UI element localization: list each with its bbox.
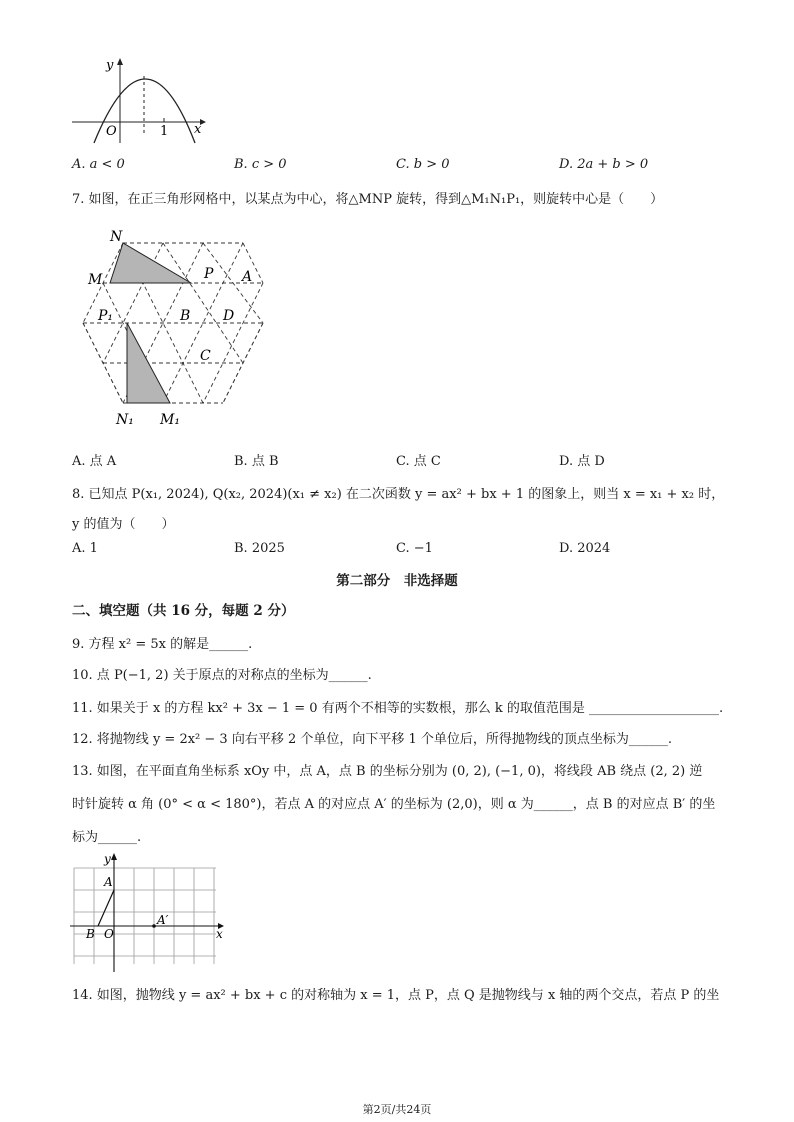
q13-line1: 13. 如图，在平面直角坐标系 xOy 中，点 A，点 B 的坐标分别为 (0, 2), (−1, 0)，将线段 AB 绕点 (2, 2) 逆 xyxy=(72,764,703,779)
q9-text: 9. 方程 x² = 5x 的解是______. xyxy=(72,637,253,652)
parabola-figure xyxy=(70,55,210,145)
q14-text: 14. 如图，抛物线 y = ax² + bx + c 的对称轴为 x = 1，点 P，点 Q 是抛物线与 x 轴的两个交点，若点 P 的坐 xyxy=(72,988,720,1003)
q13-label-a: A xyxy=(104,875,113,889)
q7-option-d[interactable]: D. 点 D xyxy=(559,454,605,469)
q13-label-x: x xyxy=(216,927,223,941)
q8-stem-line2: y 的值为（ ） xyxy=(72,517,175,532)
axis-label-x: x xyxy=(194,122,202,137)
label-n: N xyxy=(110,229,123,245)
q8-option-d[interactable]: D. 2024 xyxy=(559,541,611,556)
coordinate-grid-figure xyxy=(68,852,228,974)
q13-label-b: B xyxy=(86,927,95,941)
q10-text: 10. 点 P(−1, 2) 关于原点的对称点的坐标为______. xyxy=(72,668,372,683)
label-p: P xyxy=(204,266,214,282)
q11-text: 11. 如果关于 x 的方程 kx² + 3x − 1 = 0 有两个不相等的实数根，那么 k 的取值范围是 ____________________. xyxy=(72,701,724,716)
label-c: C xyxy=(200,348,211,364)
origin-label: O xyxy=(106,124,117,139)
label-n1: N₁ xyxy=(116,412,134,428)
label-a: A xyxy=(242,269,253,285)
q7-option-b[interactable]: B. 点 B xyxy=(234,454,279,469)
label-b: B xyxy=(180,308,191,324)
q7-stem: 7. 如图，在正三角形网格中，以某点为中心，将△MNP 旋转，得到△M₁N₁P₁，则旋转中心是（ ） xyxy=(72,192,664,207)
q8-stem-line1: 8. 已知点 P(x₁, 2024), Q(x₂, 2024)(x₁ ≠ x₂) 在二次函数 y = ax² + bx + 1 的图象上，则当 x = x₁ + x₂ 时， xyxy=(72,487,725,502)
page-footer: 第2页/共24页 xyxy=(362,1103,432,1116)
q13-label-y: y xyxy=(104,852,111,866)
label-m1: M₁ xyxy=(160,412,180,428)
label-m: M xyxy=(88,272,103,288)
q6-option-c[interactable]: C. b > 0 xyxy=(396,157,450,172)
q12-text: 12. 将抛物线 y = 2x² − 3 向右平移 2 个单位，向下平移 1 个单位后，所得抛物线的顶点坐标为______. xyxy=(72,732,673,747)
tick-label-1: 1 xyxy=(160,124,169,139)
q6-option-b[interactable]: B. c > 0 xyxy=(234,157,287,172)
q13-label-o: O xyxy=(104,927,114,941)
q8-option-c[interactable]: C. −1 xyxy=(396,541,433,556)
axis-label-y: y xyxy=(106,58,114,73)
q8-option-b[interactable]: B. 2025 xyxy=(234,541,285,556)
section2-title: 二、填空题（共 16 分，每题 2 分） xyxy=(72,603,295,619)
q13-label-a-prime: A′ xyxy=(157,913,169,927)
label-p1: P₁ xyxy=(98,308,114,324)
q7-option-c[interactable]: C. 点 C xyxy=(396,454,441,469)
q13-line2: 时针旋转 α 角 (0° < α < 180°)，若点 A 的对应点 A′ 的坐标为 (2,0)，则 α 为______，点 B 的对应点 B′ 的坐 xyxy=(72,797,716,812)
q6-option-d[interactable]: D. 2a + b > 0 xyxy=(559,157,649,172)
q7-option-a[interactable]: A. 点 A xyxy=(72,454,117,469)
q13-line3: 标为______. xyxy=(72,830,142,845)
q8-option-a[interactable]: A. 1 xyxy=(72,541,98,556)
part2-title: 第二部分 非选择题 xyxy=(336,573,458,589)
q6-option-a[interactable]: A. a < 0 xyxy=(72,157,125,172)
label-d: D xyxy=(223,308,235,324)
triangle-grid-figure xyxy=(78,226,268,431)
